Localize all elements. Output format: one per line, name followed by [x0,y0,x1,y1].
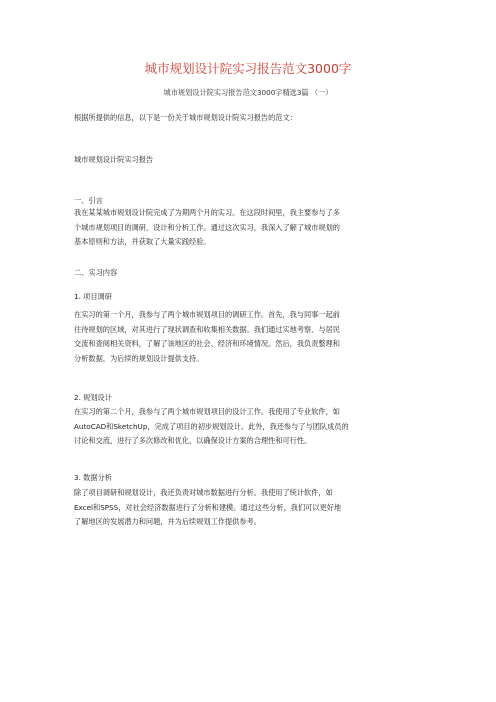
report-title: 城市规划设计院实习报告 [74,155,154,164]
paragraph-line: Excel和SPSS，对社会经济数据进行了分析和建模。通过这些分析，我们可以更好地 [74,502,342,512]
paragraph-line: 除了项目调研和规划设计，我还负责对城市数据进行分析。我使用了统计软件，如 [74,488,333,497]
paragraph-line: 往待规划的区域，对其进行了现状调查和收集相关数据。我们通过实地考察、与居民 [74,324,340,334]
subsection-heading-project-research: 1. 项目调研 [74,292,112,301]
paragraph-line: 我在某某城市规划设计院完成了为期两个月的实习。在这段时间里，我主要参与了多 [74,208,340,217]
paragraph-line: 在实习的第二个月，我参与了两个城市规划项目的设计工作。我使用了专业软件，如 [74,407,340,416]
section-paragraph-introduction [74,206,424,250]
subsection-paragraph-data-analysis [74,486,424,530]
paragraph-line: 基本原则和方法，并获取了大量实践经验。 [74,237,211,247]
paragraph-line: AutoCAD和SketchUp，完成了项目的初步规划设计。此外，我还参与了与团队成员的 [74,421,349,431]
subsection-heading-planning-design: 2. 规划设计 [74,393,112,402]
subsection-paragraph-project-research [74,308,424,366]
paragraph-line: 在实习的第一个月，我参与了两个城市规划项目的调研工作。首先，我与同事一起前 [74,310,340,319]
paragraph-line: 了解地区的发展潜力和问题，并为后续规划工作提供参考。 [74,517,261,527]
intro-text: 根据所提供的信息，以下是一份关于城市规划设计院实习报告的范文： [74,113,297,122]
section-heading-introduction: 一、引言 [74,196,103,205]
document-subtitle: 城市规划设计院实习报告范文3000字精选3篇 （一） [163,88,333,97]
subsection-heading-data-analysis: 3. 数据分析 [74,473,112,482]
document-title: 城市规划设计院实习报告范文3000字 [144,61,352,76]
paragraph-line: 讨论和交流，进行了多次修改和优化，以确保设计方案的合理性和可行性。 [74,436,312,446]
section-heading-internship-content: 二、实习内容 [74,268,118,277]
paragraph-line: 交流和查阅相关资料，了解了该地区的社会、经济和环境情况。然后，我负责整理和 [74,339,340,349]
subsection-paragraph-planning-design [74,405,424,449]
paragraph-line: 分析数据，为后续的规划设计提供支持。 [74,353,204,363]
paragraph-line: 个城市规划项目的调研、设计和分析工作。通过这次实习，我深入了解了城市规划的 [74,222,340,232]
